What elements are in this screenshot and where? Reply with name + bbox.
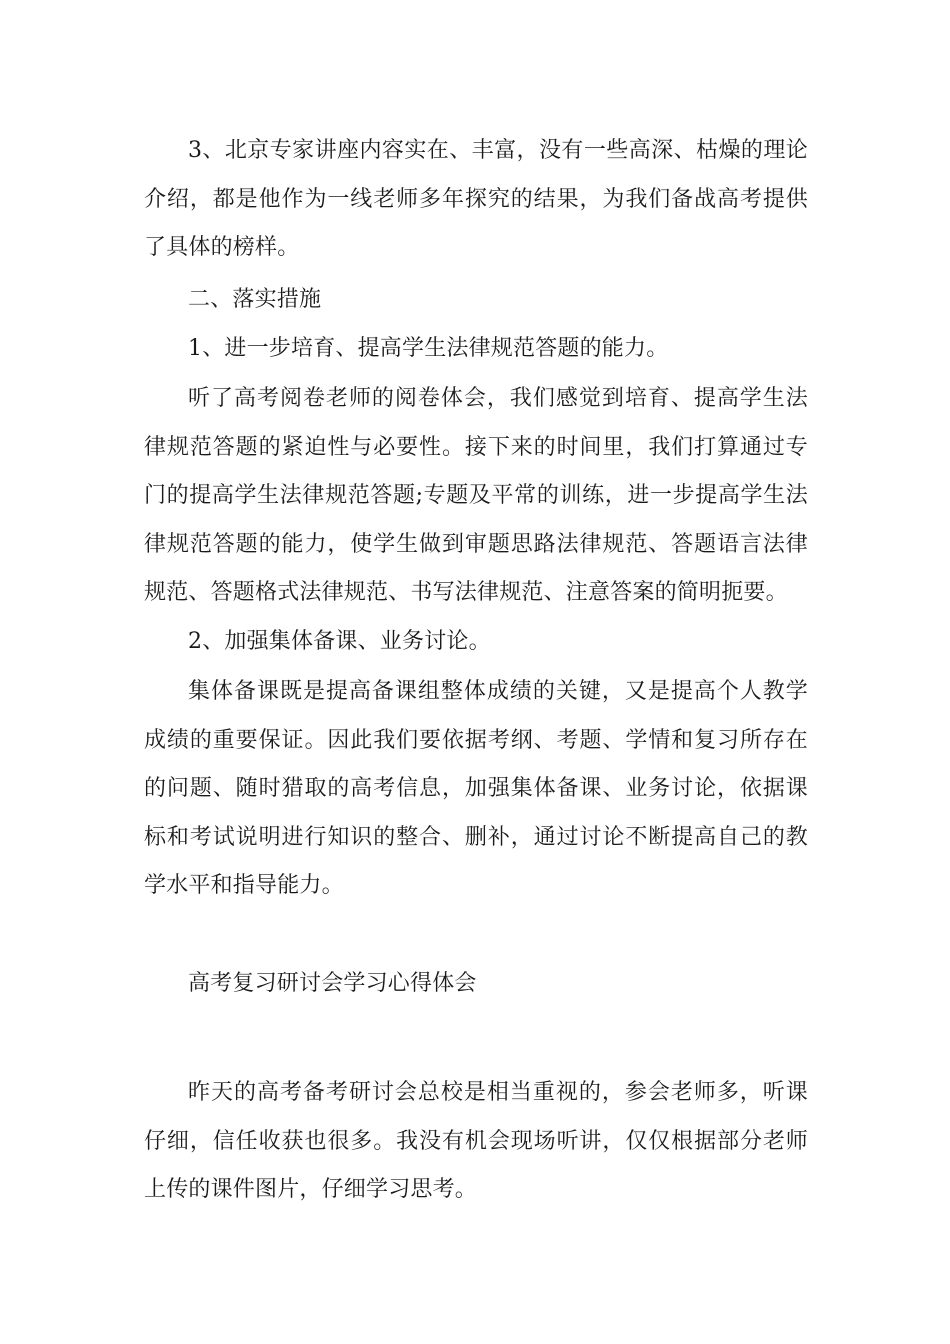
measure-heading-2: 2、加强集体备课、业务讨论。	[188, 629, 491, 654]
measure-heading-1: 1、进一步培育、提高学生法律规范答题的能力。	[188, 336, 669, 361]
paragraph-measure-1: 听了高考阅卷老师的阅卷体会，我们感觉到培育、提高学生法律规范答题的紧迫性与必要性。接下来的时间里，我们打算通过专门的提高学生法律规范答题;专题及平常的训练，进一步提高学生法律规范答题的能力，使学生做到审题思路法律规范、答题语言法律规范、答题格式法律规范、书写法律规范、注意答案的简明扼要。	[144, 386, 808, 605]
paragraph-intro: 昨天的高考备考研讨会总校是相当重视的，参会老师多，听课仔细，信任收获也很多。我没有机会现场听讲，仅仅根据部分老师上传的课件图片，仔细学习思考。	[144, 1080, 808, 1202]
paragraph-measure-2: 集体备课既是提高备课组整体成绩的关键，又是提高个人教学成绩的重要保证。因此我们要依据考纲、考题、学情和复习所存在的问题、随时猎取的高考信息，加强集体备课、业务讨论，依据课标和考试说明进行知识的整合、删补，通过讨论不断提高自己的教学水平和指导能力。	[144, 679, 808, 898]
paragraph-expert-lecture: 3、北京专家讲座内容实在、丰富，没有一些高深、枯燥的理论介绍，都是他作为一线老师多年探究的结果，为我们备战高考提供了具体的榜样。	[144, 138, 808, 260]
article-title: 高考复习研讨会学习心得体会	[188, 971, 477, 996]
section-heading-measures: 二、落实措施	[188, 287, 322, 312]
